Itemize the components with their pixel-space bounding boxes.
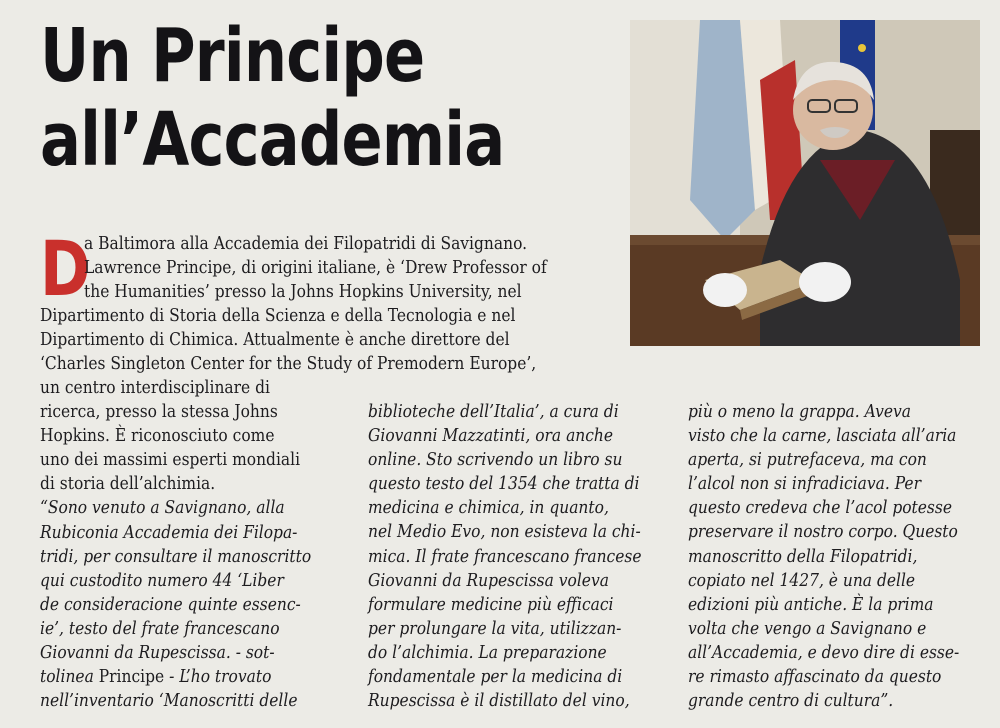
quote-line: fondamentale per la medicina di: [368, 666, 623, 688]
quote-fragment: - L’ho trovato: [164, 666, 272, 688]
column-line: Hopkins. È riconosciuto come: [40, 425, 275, 447]
quote-line: preservare il nostro corpo. Questo: [688, 521, 958, 543]
quote-line: all’Accademia, e devo dire di esse-: [688, 641, 960, 663]
text-column-2: [368, 400, 668, 713]
quote-line: Giovanni da Rupescissa voleva: [368, 569, 609, 591]
quote-line: copiato nel 1427, è una delle: [688, 569, 916, 591]
quote-line: tridi, per consultare il manoscritto: [40, 545, 312, 567]
article-headline: [40, 14, 504, 182]
quote-line: Rubiconia Accademia dei Filopa-: [40, 521, 298, 543]
quote-line: formulare medicine più efficaci: [368, 593, 614, 615]
quote-line: “Sono venuto a Savignano, alla: [40, 497, 285, 519]
quote-line: Giovanni da Rupescissa. - sot-: [40, 642, 275, 664]
speaker-name: Principe: [98, 666, 165, 688]
lead-line: a Baltimora alla Accademia dei Filopatridi di Savignano.: [84, 233, 528, 254]
quote-line: biblioteche dell’Italia’, a cura di: [368, 401, 619, 422]
column-line: di storia dell’alchimia.: [40, 473, 216, 495]
quote-line: aperta, si putrefaceva, ma con: [688, 449, 927, 471]
quote-line: Rupescissa è il distillato del vino,: [368, 690, 630, 712]
quote-line: nell’inventario ‘Manoscritti delle: [40, 690, 298, 712]
column-line: ricerca, presso la stessa Johns: [40, 401, 278, 423]
quote-fragment: tolinea: [40, 666, 99, 688]
quote-line: Giovanni Mazzatinti, ora anche: [368, 425, 614, 447]
lead-line: ‘Charles Singleton Center for the Study of Premodern Europe’,: [40, 353, 537, 375]
quote-line-mixed: [40, 665, 298, 689]
text-column-1: [40, 376, 340, 713]
quote-line: online. Sto scrivendo un libro su: [368, 449, 623, 471]
quote-line: do l’alchimia. La preparazione: [368, 641, 607, 663]
quote-line: più o meno la grappa. Aveva: [688, 401, 912, 422]
quote-line: edizioni più antiche. È la prima: [688, 593, 934, 615]
photo-professor-with-book: [630, 20, 980, 346]
quote-line: grande centro di cultura”.: [688, 690, 894, 712]
quote-line: per prolungare la vita, utilizzan-: [368, 617, 622, 639]
quote-line: volta che vengo a Savignano e: [688, 617, 927, 639]
lead-line: Dipartimento di Storia della Scienza e della Tecnologia e nel: [40, 305, 516, 327]
column-line: un centro interdisciplinare di: [40, 377, 271, 398]
quote-line: manoscritto della Filopatridi,: [688, 545, 918, 567]
quote-line: re rimasto affascinato da questo: [688, 666, 942, 688]
quote-line: qui custodito numero 44 ‘Liber: [40, 569, 284, 591]
quote-line: de consideracione quinte essenc-: [40, 593, 301, 615]
lead-line: Dipartimento di Chimica. Attualmente è anche direttore del: [40, 329, 510, 351]
lead-line: the Humanities’ presso la Johns Hopkins University, nel: [84, 281, 522, 303]
headline-line-2: all’Accademia: [40, 97, 505, 183]
lead-line: Lawrence Principe, di origini italiane, è ‘Drew Professor of: [84, 257, 547, 279]
drop-cap: D: [40, 224, 91, 313]
quote-line: ie’, testo del frate francescano: [40, 617, 280, 639]
quote-line: questo credeva che l’acol potesse: [688, 497, 952, 519]
quote-line: nel Medio Evo, non esisteva la chi-: [368, 521, 641, 543]
headline-line-1: Un Principe: [40, 13, 425, 99]
article-photo: [630, 20, 980, 346]
lead-paragraph: [40, 224, 600, 377]
quote-line: visto che la carne, lasciata all’aria: [688, 425, 957, 447]
quote-line: mica. Il frate francescano francese: [368, 545, 642, 567]
text-column-3: [688, 400, 988, 713]
column-line: uno dei massimi esperti mondiali: [40, 449, 301, 471]
quote-line: questo testo del 1354 che tratta di: [368, 473, 640, 495]
quote-line: medicina e chimica, in quanto,: [368, 497, 609, 519]
quote-line: l’alcol non si infradiciava. Per: [688, 473, 922, 495]
